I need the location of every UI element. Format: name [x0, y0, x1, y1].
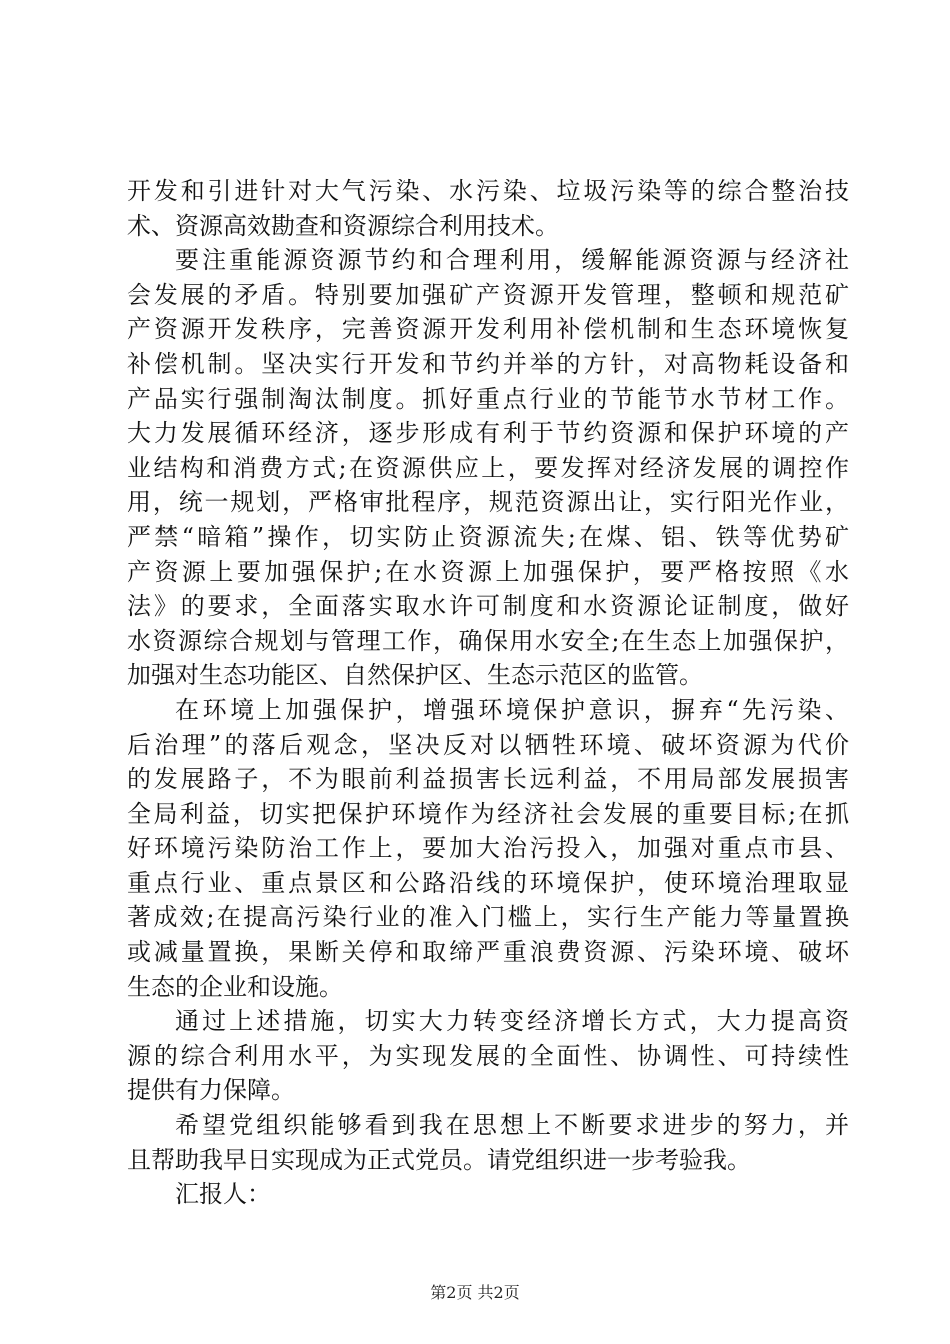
footer-current-page: 第2页: [430, 1283, 473, 1302]
text-line: 全局利益，切实把保护环境作为经济社会发展的重要目标;在抓: [127, 799, 849, 828]
text-line: 产资源开发秩序，完善资源开发利用补偿机制和生态环境恢复: [127, 315, 849, 344]
text-line: 著成效;在提高污染行业的准入门槛上，实行生产能力等量置换: [127, 903, 849, 932]
text-line: 的发展路子，不为眼前利益损害长远利益，不用局部发展损害: [127, 765, 849, 794]
text-line: 要注重能源资源节约和合理利用，缓解能源资源与经济社: [175, 246, 849, 275]
text-line: 加强对生态功能区、自然保护区、生态示范区的监管。: [127, 661, 703, 690]
text-line: 水资源综合规划与管理工作，确保用水安全;在生态上加强保护，: [127, 626, 849, 655]
paragraph: [127, 1177, 849, 1212]
text-line: 严禁“暗箱”操作，切实防止资源流失;在煤、铝、铁等优势矿: [127, 522, 849, 551]
page-footer: [0, 1282, 950, 1304]
text-line: 或减量置换，果断关停和取缔严重浪费资源、污染环境、破坏: [127, 938, 849, 967]
text-line: 法》的要求，全面落实取水许可制度和水资源论证制度，做好: [127, 592, 849, 621]
text-line: 术、资源高效勘查和资源综合利用技术。: [127, 211, 559, 240]
text-line: 好环境污染防治工作上，要加大治污投入，加强对重点市县、: [127, 834, 849, 863]
text-line: 补偿机制。坚决实行开发和节约并举的方针，对高物耗设备和: [127, 349, 849, 378]
paragraph: [127, 693, 849, 1004]
text-line: 生态的企业和设施。: [127, 972, 343, 1001]
text-line: 后治理”的落后观念，坚决反对以牺牲环境、破坏资源为代价: [127, 730, 849, 759]
paragraph: [127, 174, 849, 243]
text-line: 大力发展循环经济，逐步形成有利于节约资源和保护环境的产: [127, 419, 849, 448]
text-line: 产资源上要加强保护;在水资源上加强保护，要严格按照《水: [127, 557, 849, 586]
text-line: 会发展的矛盾。特别要加强矿产资源开发管理，整顿和规范矿: [127, 280, 849, 309]
text-line: 通过上述措施，切实大力转变经济增长方式，大力提高资: [175, 1007, 849, 1036]
text-line: 在环境上加强保护，增强环境保护意识，摒弃“先污染、: [175, 695, 849, 724]
paragraph: [127, 1108, 849, 1177]
text-line: 且帮助我早日实现成为正式党员。请党组织进一步考验我。: [127, 1145, 751, 1174]
body-text: [127, 174, 849, 1212]
text-line: 汇报人：: [175, 1180, 271, 1209]
text-line: 产品实行强制淘汰制度。抓好重点行业的节能节水节材工作。: [127, 384, 849, 413]
paragraph: [127, 243, 849, 693]
text-line: 开发和引进针对大气污染、水污染、垃圾污染等的综合整治技: [127, 177, 849, 205]
text-line: 提供有力保障。: [127, 1076, 295, 1105]
text-line: 重点行业、重点景区和公路沿线的环境保护，使环境治理取显: [127, 868, 849, 897]
text-line: 业结构和消费方式;在资源供应上，要发挥对经济发展的调控作: [127, 453, 849, 482]
text-line: 源的综合利用水平，为实现发展的全面性、协调性、可持续性: [127, 1041, 849, 1070]
footer-total-pages: 共2页: [477, 1283, 520, 1302]
text-line: 用，统一规划，严格审批程序，规范资源出让，实行阳光作业，: [127, 488, 849, 517]
paragraph: [127, 1004, 849, 1108]
text-line: 希望党组织能够看到我在思想上不断要求进步的努力，并: [175, 1111, 849, 1140]
